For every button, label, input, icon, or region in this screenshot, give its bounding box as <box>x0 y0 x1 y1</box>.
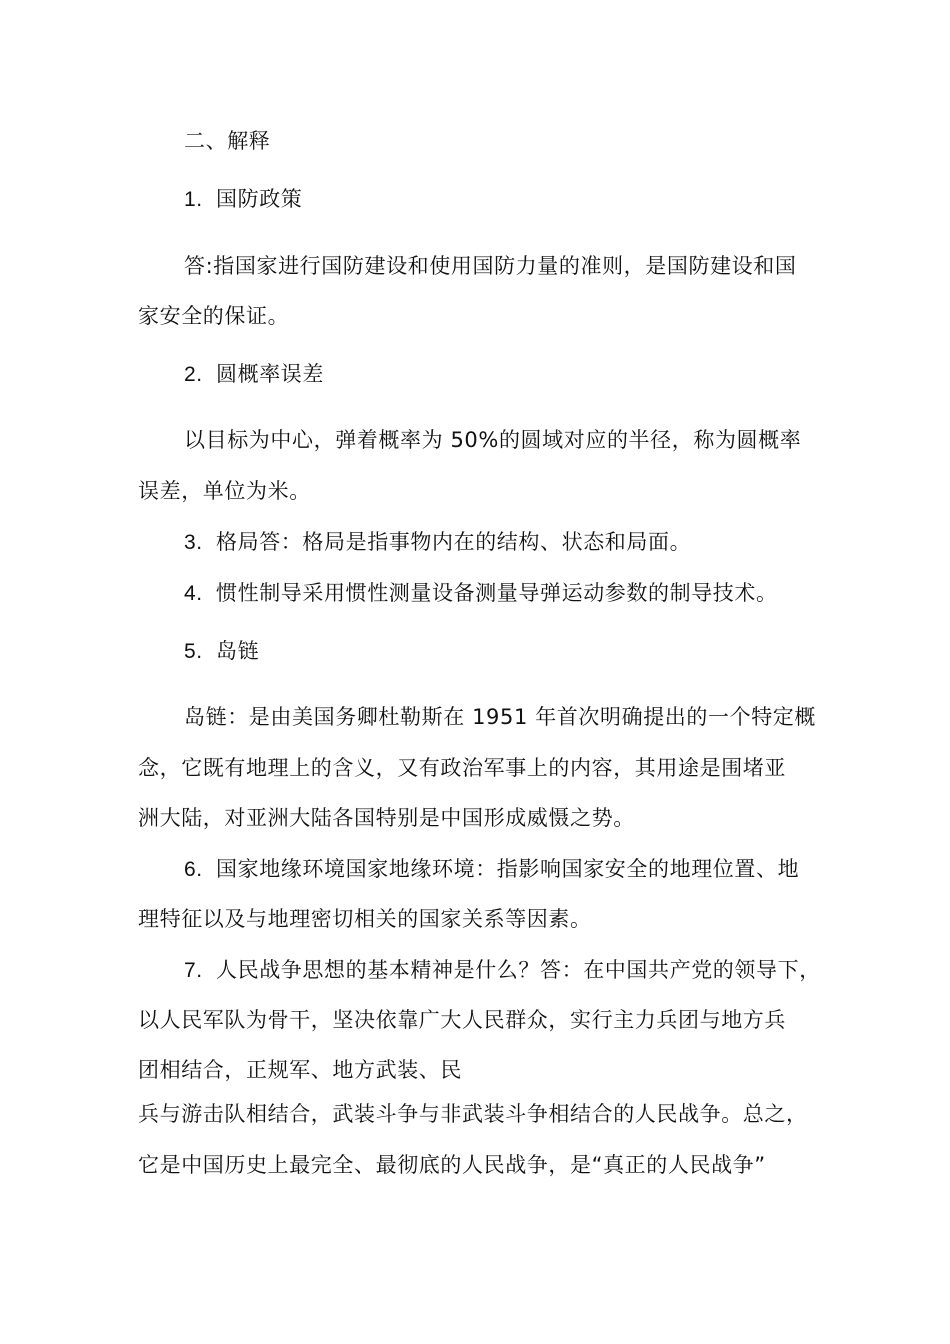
item-5-answer-line-3: 洲大陆，对亚洲大陆各国特别是中国形成威慑之势。 <box>138 806 635 830</box>
item-number: 4. <box>184 582 203 605</box>
item-2-answer-line-2: 误差，单位为米。 <box>138 479 311 503</box>
item-number: 2. <box>184 363 203 386</box>
item-2-heading <box>184 360 324 389</box>
item-7-continuation-line-4: 它是中国历史上最完全、最彻底的人民战争，是“真正的人民战争” <box>138 1153 766 1177</box>
item-3-heading <box>184 528 691 557</box>
item-title: 格局答：格局是指事物内在的结构、状态和局面。 <box>216 530 692 554</box>
item-7-continuation-line-2: 团相结合，正规军、地方武装、民 <box>138 1058 462 1082</box>
item-4-heading <box>184 579 778 608</box>
item-7-heading <box>184 956 821 985</box>
item-1-answer-line-1: 答:指国家进行国防建设和使用国防力量的准则，是国防建设和国 <box>184 254 797 278</box>
item-7-continuation-line-3: 兵与游击队相结合，武装斗争与非武装斗争相结合的人民战争。总之， <box>138 1102 808 1126</box>
item-title: 国家地缘环境国家地缘环境：指影响国家安全的地理位置、地 <box>216 857 800 881</box>
item-number: 1. <box>184 188 203 211</box>
item-number: 6. <box>184 858 203 881</box>
section-heading: 二、解释 <box>184 129 271 153</box>
item-6-continuation-line-1: 理特征以及与地理密切相关的国家关系等因素。 <box>138 907 592 931</box>
item-title: 国防政策 <box>216 187 303 211</box>
item-title: 圆概率误差 <box>216 362 324 386</box>
item-5-answer-line-2: 念，它既有地理上的含义，又有政治军事上的内容，其用途是围堵亚 <box>138 756 786 780</box>
item-number: 3. <box>184 531 203 554</box>
item-title: 岛链 <box>216 639 260 663</box>
item-5-answer-line-1: 岛链：是由美国务卿杜勒斯在 1951 年首次明确提出的一个特定概 <box>184 705 816 729</box>
item-5-heading <box>184 637 259 666</box>
item-6-heading <box>184 855 799 884</box>
item-title: 惯性制导采用惯性测量设备测量导弹运动参数的制导技术。 <box>216 581 778 605</box>
item-number: 5. <box>184 640 203 663</box>
item-title: 人民战争思想的基本精神是什么？答：在中国共产党的领导下， <box>216 958 821 982</box>
item-number: 7. <box>184 959 203 982</box>
item-2-answer-line-1: 以目标为中心，弹着概率为 50%的圆域对应的半径，称为圆概率 <box>184 428 802 452</box>
item-1-heading <box>184 185 302 214</box>
item-1-answer-line-2: 家安全的保证。 <box>138 304 290 328</box>
item-7-continuation-line-1: 以人民军队为骨干，坚决依靠广大人民群众，实行主力兵团与地方兵 <box>138 1008 786 1032</box>
